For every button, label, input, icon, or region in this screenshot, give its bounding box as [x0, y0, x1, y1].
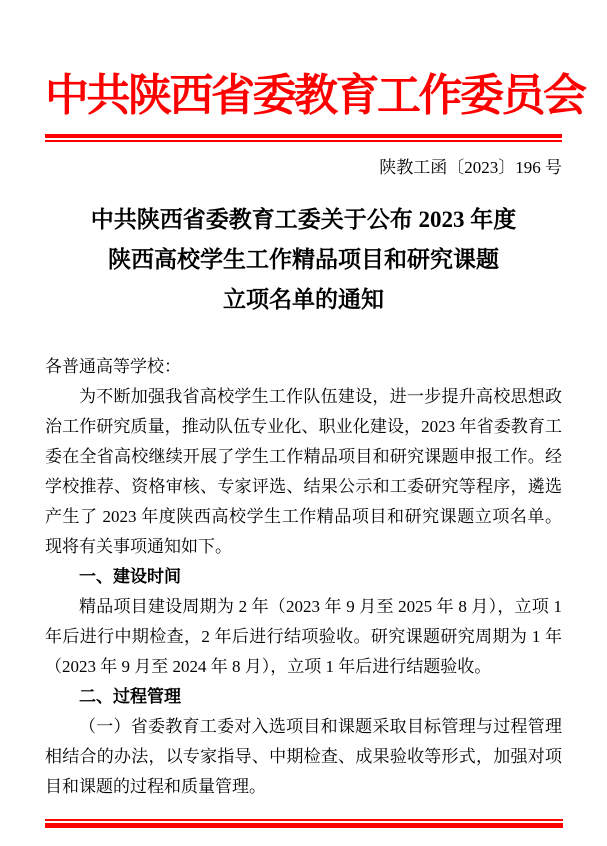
- section-heading-process-management: 二、过程管理: [79, 687, 181, 706]
- paragraph-build-time: 精品项目建设周期为 2 年（2023 年 9 月至 2025 年 8 月），立项 1 年后进行中期检查，2 年后进行结项验收。研究课题研究周期为 1 年（2023 年 9 月至 2024 年 8 月），立项 1 年后进行结题验收。: [45, 597, 562, 676]
- document-title: [45, 200, 562, 320]
- title-line-3: 立项名单的通知: [223, 287, 384, 312]
- issuer-name: 中共陕西省委教育工作委员会: [45, 71, 585, 120]
- title-line-2: 陕西高校学生工作精品项目和研究课题: [108, 247, 499, 272]
- footer-divider: [45, 819, 563, 828]
- doc-number: 陕教工函〔2023〕196 号: [379, 158, 562, 177]
- section-heading-build-time: 一、建设时间: [79, 567, 181, 586]
- header-divider: [45, 134, 562, 142]
- salutation: 各普通高等学校：: [45, 357, 181, 376]
- title-line-1: 中共陕西省委教育工委关于公布 2023 年度: [90, 207, 517, 232]
- document-body: [45, 352, 562, 802]
- paragraph-intro: 为不断加强我省高校学生工作队伍建设，进一步提升高校思想政治工作研究质量，推动队伍专业化、职业化建设，2023 年省委教育工委在全省高校继续开展了学生工作精品项目和研究课题申报工作。经学校推荐、资格审核、专家评选、结果公示和工委研究等程序，遴选产生了 2023 年度陕西高校学生工作精品项目和研究课题立项名单。现将有关事项通知如下。: [45, 387, 562, 556]
- paragraph-process-management: （一）省委教育工委对入选项目和课题采取目标管理与过程管理相结合的办法，以专家指导、中期检查、成果验收等形式，加强对项目和课题的过程和质量管理。: [45, 717, 562, 796]
